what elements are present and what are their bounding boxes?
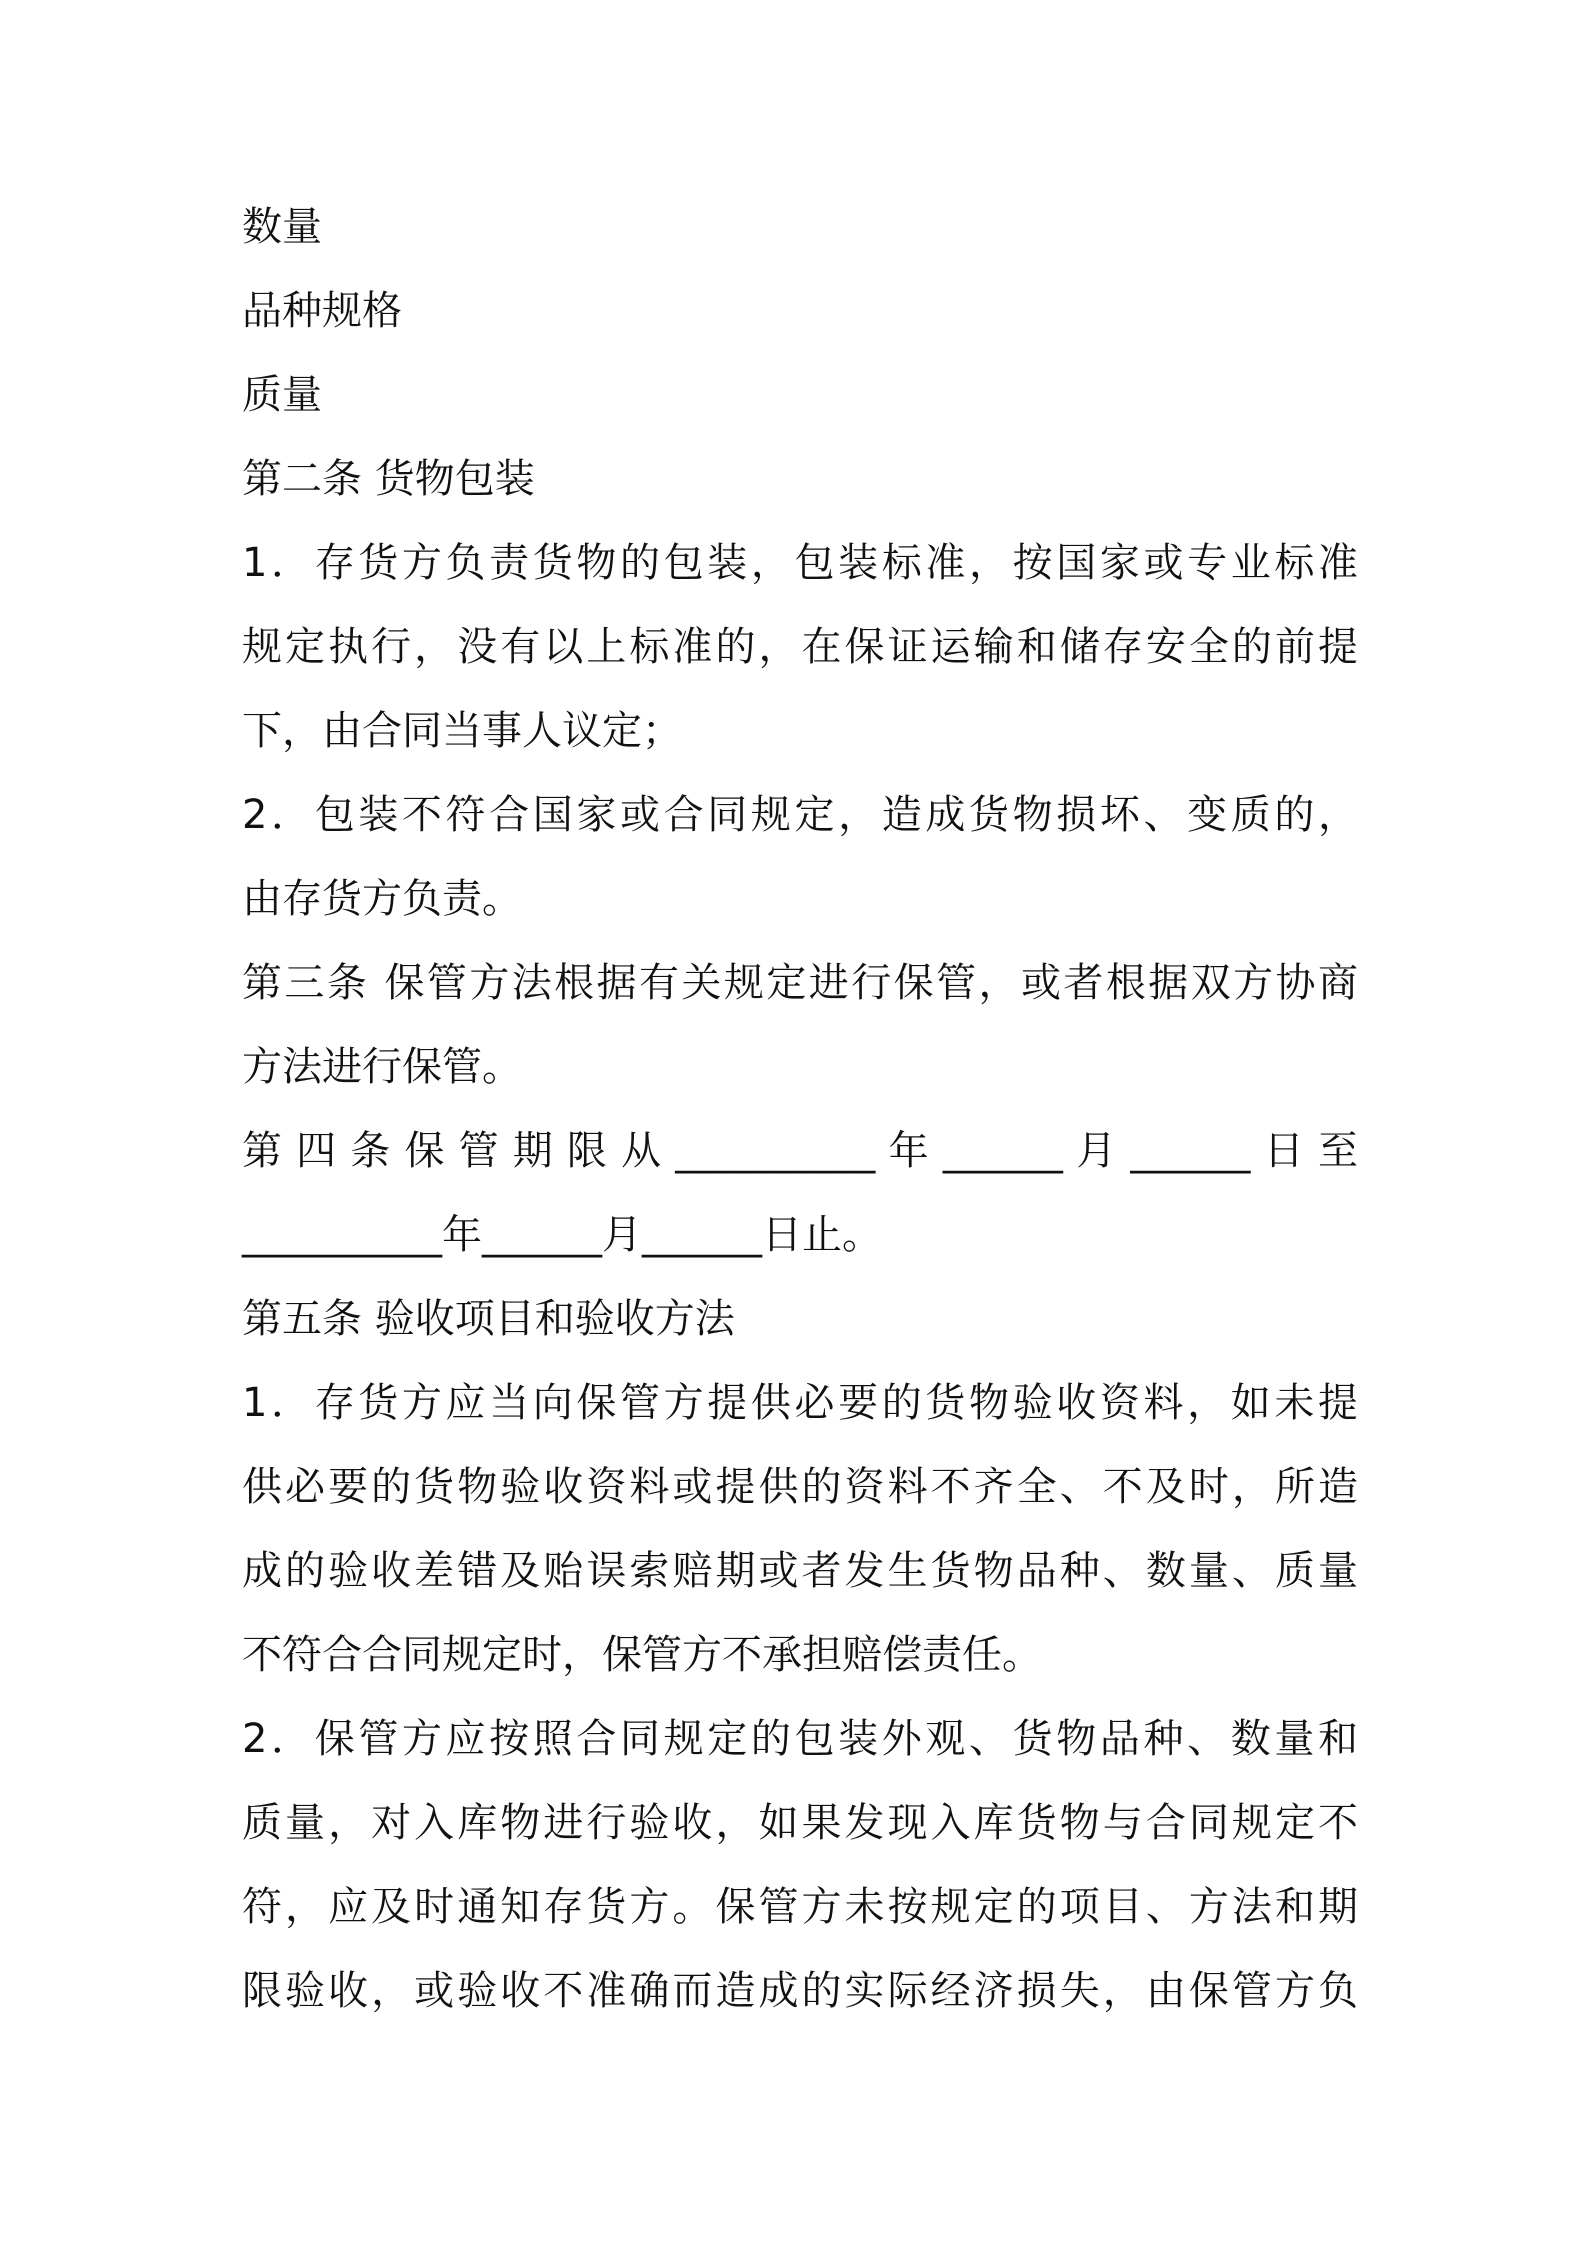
text-line: 方法进行保管。 — [242, 1044, 522, 1090]
text-line: 数量 — [242, 204, 322, 250]
text-line: 下，由合同当事人议定； — [242, 708, 682, 754]
text-line: 规定执行，没有以上标准的，在保证运输和储存安全的前提 — [242, 624, 1358, 670]
section-heading: 第五条 验收项目和验收方法 — [242, 1296, 735, 1342]
section-heading: 第 四 条 保 管 期 限 从 __________ 年 ______ 月 ______ 日 至 — [242, 1128, 1358, 1174]
text-line: 品种规格 — [242, 288, 402, 334]
section-heading: 第二条 货物包装 — [242, 456, 535, 502]
section-heading: 第三条 保管方法根据有关规定进行保管，或者根据双方协商 — [242, 960, 1358, 1006]
text-line: __________年______月______日止。 — [242, 1212, 882, 1258]
text-line: 2．包装不符合国家或合同规定，造成货物损坏、变质的， — [242, 792, 1358, 838]
text-line: 成的验收差错及贻误索赔期或者发生货物品种、数量、质量 — [242, 1548, 1358, 1594]
text-line: 1．存货方负责货物的包装，包装标准，按国家或专业标准 — [242, 540, 1358, 586]
text-line: 质量，对入库物进行验收，如果发现入库货物与合同规定不 — [242, 1800, 1358, 1846]
text-line: 质量 — [242, 372, 322, 418]
text-line: 不符合合同规定时，保管方不承担赔偿责任。 — [242, 1632, 1042, 1678]
text-line: 1．存货方应当向保管方提供必要的货物验收资料，如未提 — [242, 1380, 1358, 1426]
text-line: 符，应及时通知存货方。保管方未按规定的项目、方法和期 — [242, 1884, 1358, 1930]
text-line: 限验收，或验收不准确而造成的实际经济损失，由保管方负 — [242, 1968, 1358, 2014]
text-line: 供必要的货物验收资料或提供的资料不齐全、不及时，所造 — [242, 1464, 1358, 1510]
text-line: 2．保管方应按照合同规定的包装外观、货物品种、数量和 — [242, 1716, 1358, 1762]
text-line: 由存货方负责。 — [242, 876, 522, 922]
